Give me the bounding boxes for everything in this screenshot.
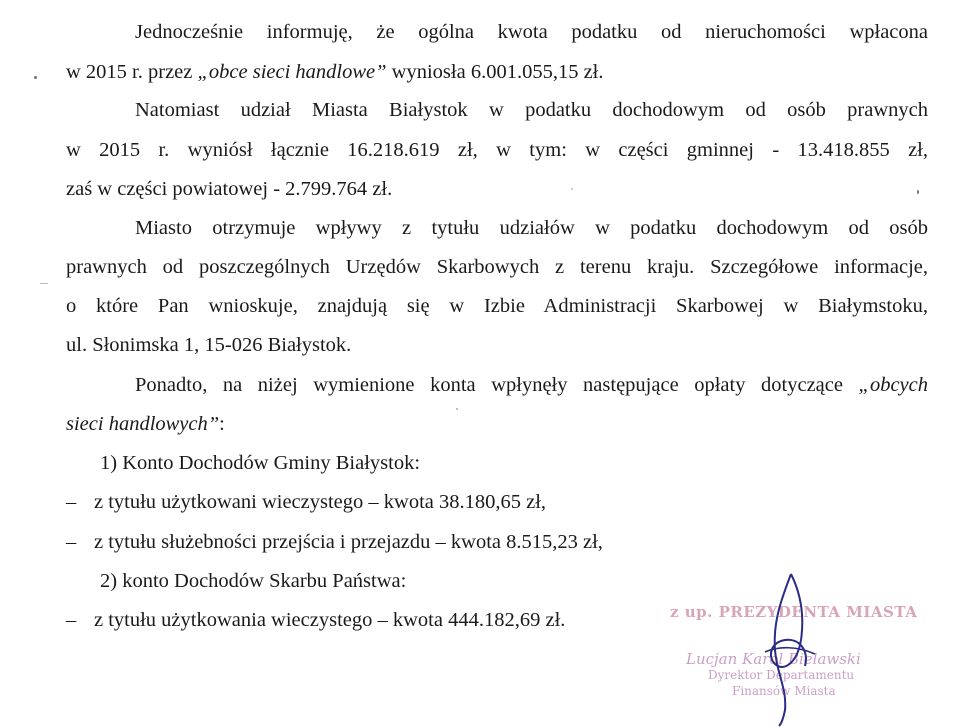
p4-line2: [66, 412, 928, 436]
p1-line2-italic: „obce sieci handlowe”: [197, 61, 387, 83]
p4-line2-italic: sieci handlowych”: [66, 413, 220, 435]
scan-speck: [571, 188, 573, 190]
dash-mark: –: [66, 609, 77, 631]
dash-mark: –: [66, 491, 77, 513]
p1-line2-a: w 2015 r. przez: [66, 61, 198, 83]
p4-line1-a: Ponadto, na niżej wymienione konta wpłynęły następujące opłaty dotyczące: [135, 374, 859, 396]
scan-speck: [917, 190, 919, 194]
list-item-1: 1) Konto Dochodów Gminy Białystok:: [100, 452, 421, 474]
p3-line4: ul. Słonimska 1, 15-026 Białystok.: [66, 334, 352, 356]
p1-line1: Jednocześnie informuję, że ogólna kwota podatku od nieruchomości wpłacona: [135, 21, 928, 43]
list-item-1-sub-1-text: z tytułu użytkowani wieczystego – kwota 38.180,65 zł,: [94, 491, 547, 513]
stamp-department-line: Finansów Miasta: [732, 684, 836, 698]
list-item-1-sub-2-text: z tytułu służebności przejścia i przejazdu – kwota 8.515,23 zł,: [94, 531, 603, 553]
stamp-title-line: Dyrektor Departamentu: [708, 668, 855, 682]
p2-line2: w 2015 r. wyniósł łącznie 16.218.619 zł, w tym: w części gminnej - 13.418.855 zł,: [66, 139, 928, 161]
p4-line1-italic: „obcych: [858, 374, 928, 396]
list-item-2: 2) konto Dochodów Skarbu Państwa:: [100, 570, 407, 592]
p3-line3: o które Pan wnioskuje, znajdują się w Izbie Administracji Skarbowej w Białymstoku,: [66, 295, 928, 317]
p1-line2-b: wyniosła 6.001.055,15 zł.: [386, 61, 604, 83]
p2-line3: zaś w części powiatowej - 2.799.764 zł.: [66, 178, 393, 200]
handwritten-signature: [735, 560, 835, 728]
p4-line1: [135, 373, 928, 397]
p3-line1: Miasto otrzymuje wpływy z tytułu udziałów w podatku dochodowym od osób: [135, 217, 928, 239]
p1-line2: [66, 60, 928, 84]
scan-speck: [34, 76, 37, 79]
list-item-2-sub-1-text: z tytułu użytkowania wieczystego – kwota 444.182,69 zł.: [94, 609, 566, 631]
p3-line2: prawnych od poszczególnych Urzędów Skarbowych z terenu kraju. Szczegółowe informacje,: [66, 256, 928, 278]
p4-line2-b: :: [219, 413, 225, 435]
stamp-authority-line: z up. PREZYDENTA MIASTA: [670, 603, 918, 621]
stamp-name-line: Lucjan Karol Bielawski: [686, 650, 861, 668]
list-item-1-sub-2: [66, 530, 928, 554]
list-item-1-sub-1: [66, 490, 928, 514]
p2-line1: Natomiast udział Miasta Białystok w podatku dochodowym od osób prawnych: [135, 99, 928, 121]
dash-mark: –: [66, 531, 77, 553]
scan-speck: [40, 283, 48, 284]
scan-speck: [456, 408, 458, 410]
